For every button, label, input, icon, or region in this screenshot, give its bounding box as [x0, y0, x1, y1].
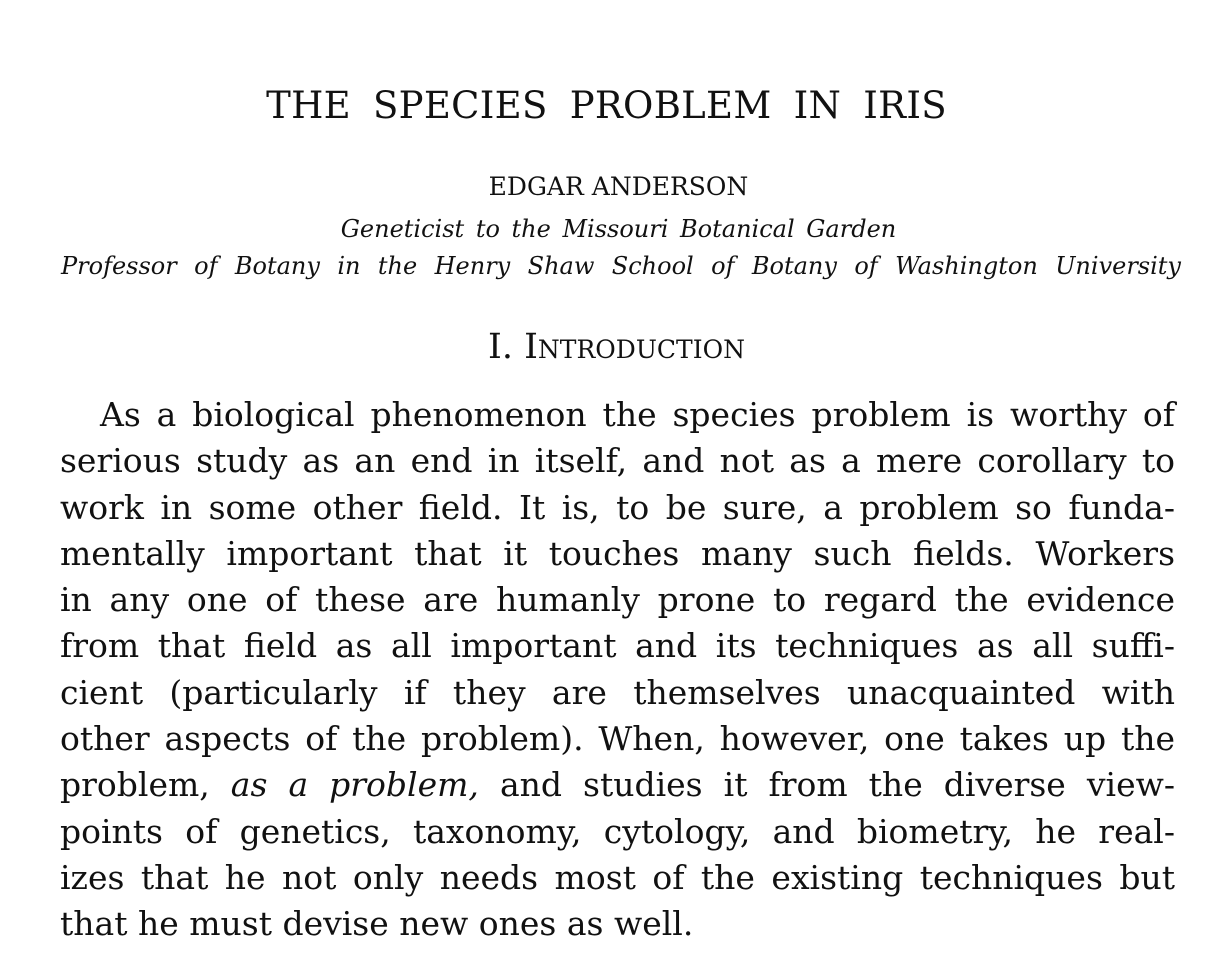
- paragraph-line: mentally important that it touches many such fields. Workers: [60, 533, 1175, 573]
- paragraph-line: work in some other field. It is, to be sure, a problem so funda-: [60, 487, 1175, 527]
- paragraph-line: points of genetics, taxonomy, cytology, and biometry, he real-: [60, 811, 1175, 851]
- paragraph-line: other aspects of the problem). When, however, one takes up the: [60, 719, 1175, 759]
- paragraph-line: from that field as all important and its techniques as all suffi-: [60, 626, 1175, 666]
- line-text: problem,: [60, 765, 231, 805]
- paragraph-line-with-emphasis: [60, 762, 1175, 808]
- paragraph-line: in any one of these are humanly prone to regard the evidence: [60, 580, 1175, 620]
- emphasis-text: as a problem,: [230, 765, 479, 805]
- author-affiliation-2: Professor of Botany in the Henry Shaw School of Botany of Washington University: [61, 252, 1181, 280]
- section-heading: [0, 325, 1213, 369]
- section-title: Introduction: [524, 327, 745, 367]
- paragraph-line: As a biological phenomenon the species problem is worthy of: [100, 395, 1175, 434]
- author-affiliation-1: Geneticist to the Missouri Botanical Garden: [340, 215, 897, 243]
- introduction-paragraph: [60, 392, 1175, 948]
- paper-title: THE SPECIES PROBLEM IN IRIS: [266, 84, 947, 127]
- paragraph-line: cient (particularly if they are themselves unacquainted with: [60, 672, 1175, 712]
- author-name: EDGAR ANDERSON: [488, 172, 749, 201]
- paragraph-line: that he must devise new ones as well.: [60, 904, 694, 944]
- paragraph-line: izes that he not only needs most of the existing techniques but: [60, 857, 1175, 897]
- section-number: I.: [488, 327, 513, 367]
- line-text: and studies it from the diverse view-: [478, 765, 1175, 805]
- paragraph-line: serious study as an end in itself, and not as a mere corollary to: [60, 441, 1175, 481]
